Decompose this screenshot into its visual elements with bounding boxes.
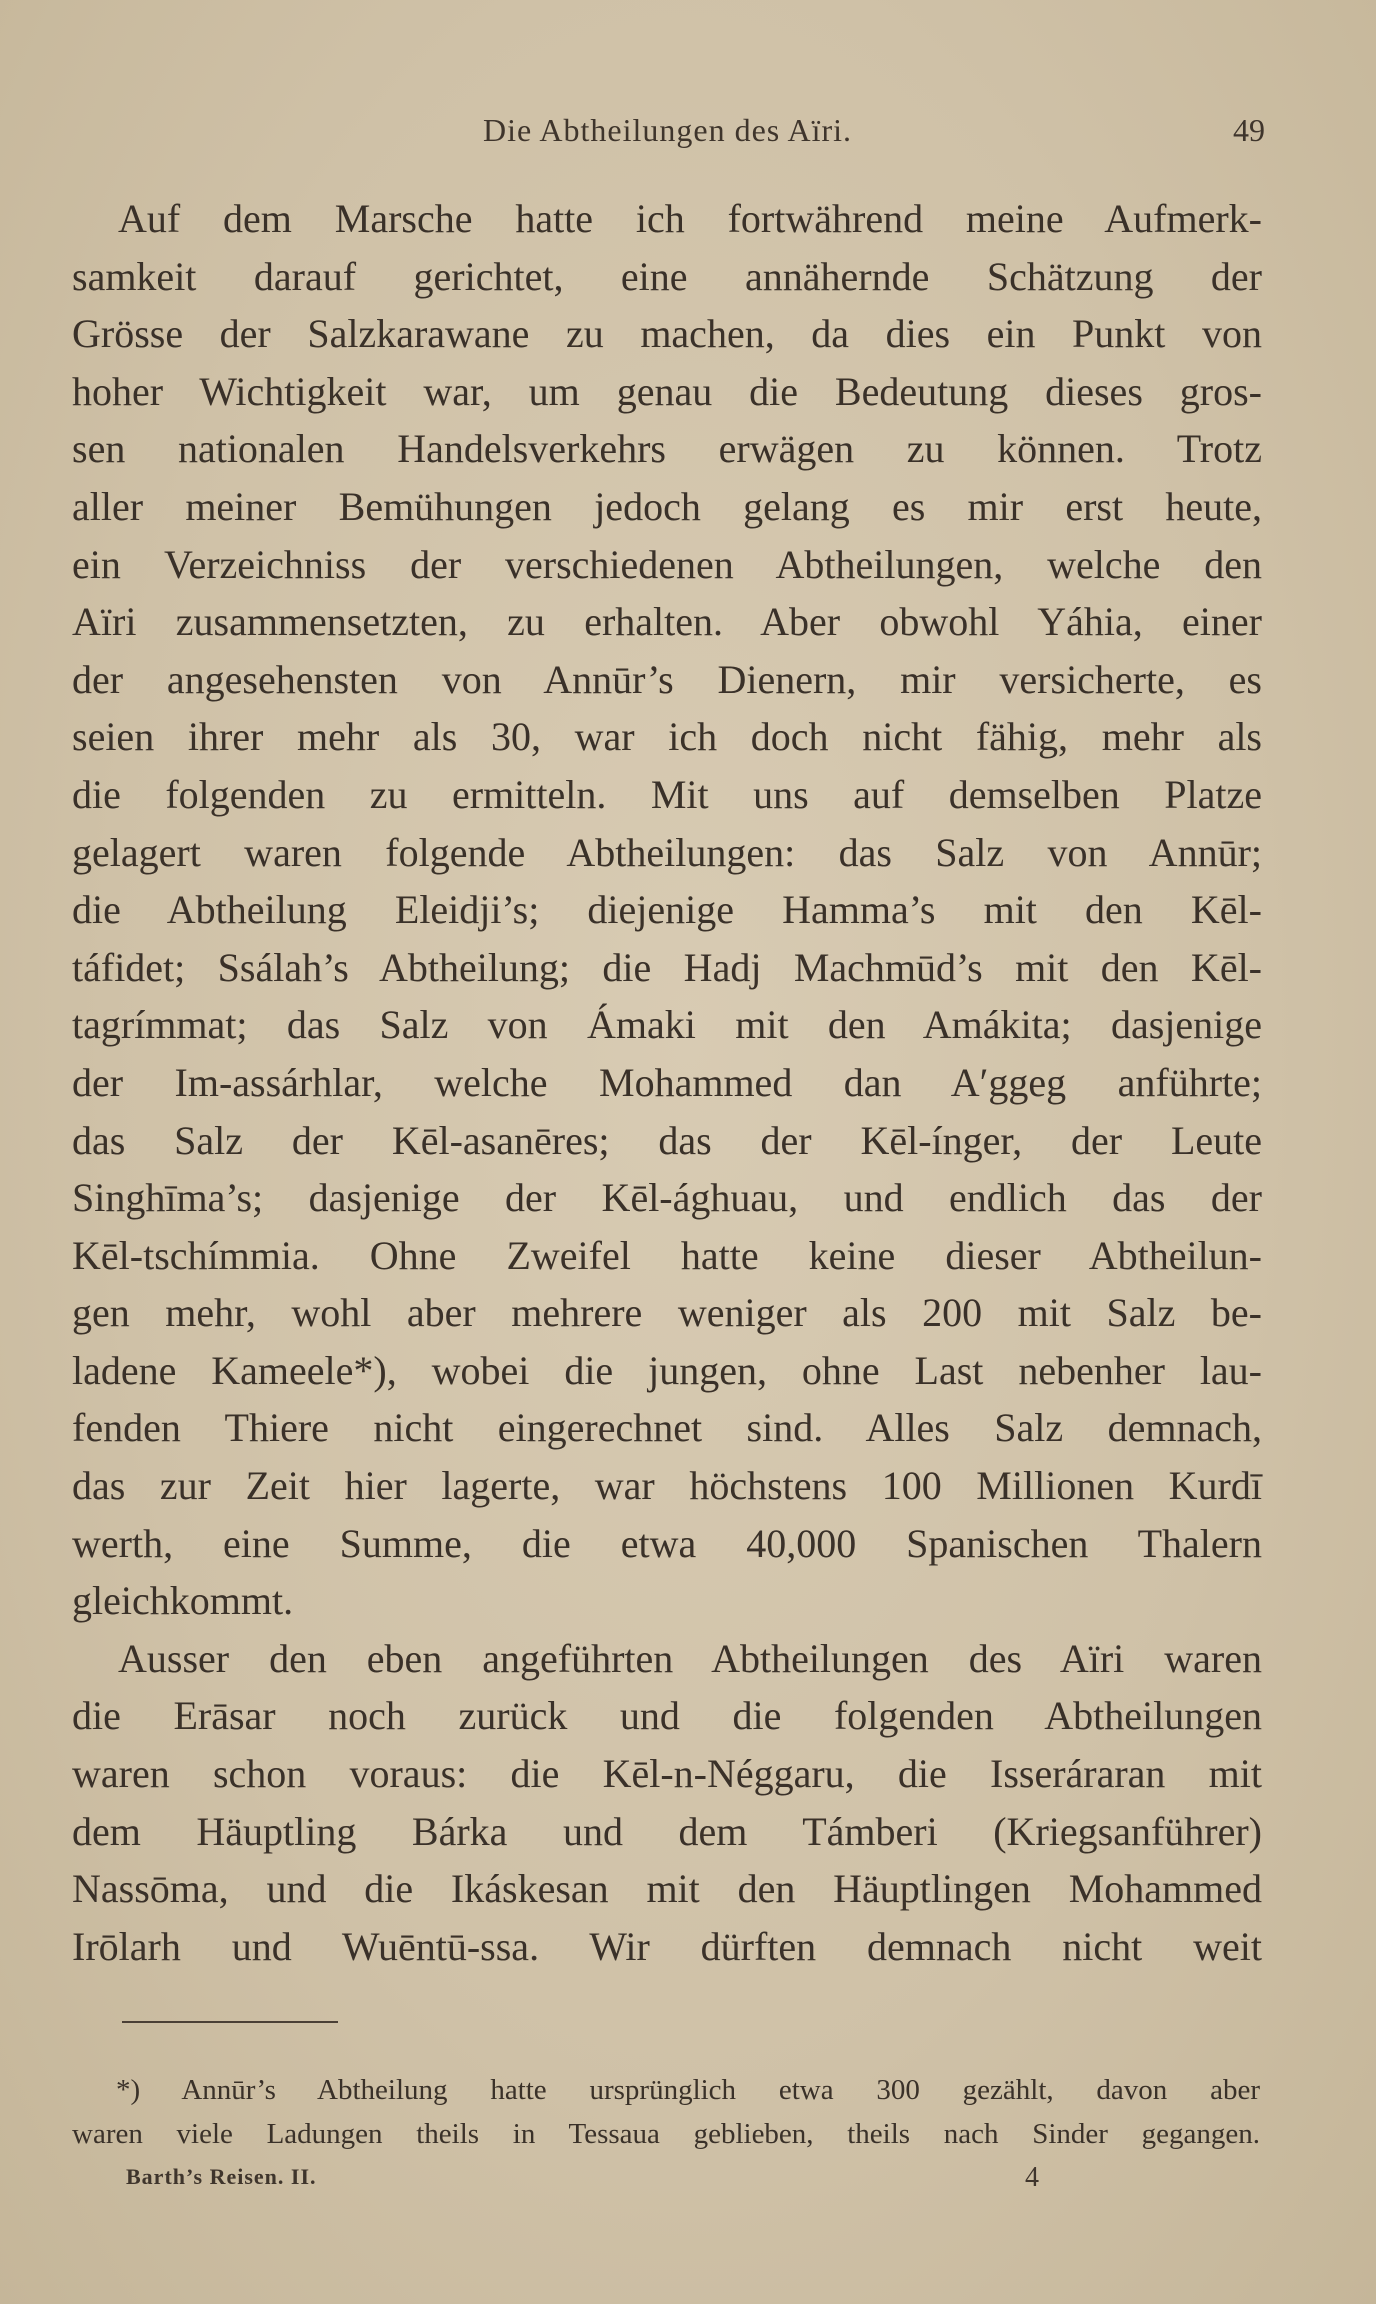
running-title: Die Abtheilungen des Aïri. — [482, 112, 853, 148]
text-line: tagrímmat; das Salz von Ámaki mit den Amákita; dasjenige — [72, 1002, 1262, 1048]
page-number: 49 — [1233, 112, 1265, 148]
text-line: das zur Zeit hier lagerte, war höchstens 100 Millionen Kurdī — [72, 1463, 1262, 1509]
text-line: waren schon voraus: die Kēl-n-Néggaru, die Isseráraran mit — [72, 1751, 1262, 1797]
page-header — [70, 112, 1265, 158]
text-line: sen nationalen Handelsverkehrs erwägen zu können. Trotz — [72, 426, 1262, 472]
text-line: der angesehensten von Annūr’s Dienern, mir versicherte, es — [72, 656, 1262, 702]
body-text — [72, 190, 1262, 1975]
text-line: fenden Thiere nicht eingerechnet sind. Alles Salz demnach, — [72, 1405, 1262, 1451]
footnote-divider — [122, 2021, 338, 2023]
text-line: Ausser den eben angeführten Abtheilungen des Aïri waren — [118, 1635, 1262, 1681]
text-line: seien ihrer mehr als 30, war ich doch nicht fähig, mehr als — [72, 714, 1262, 760]
text-line: gen mehr, wohl aber mehrere weniger als 200 mit Salz be- — [72, 1290, 1262, 1336]
text-line: Aïri zusammensetzten, zu erhalten. Aber obwohl Yáhia, einer — [72, 599, 1262, 645]
text-line: gelagert waren folgende Abtheilungen: das Salz von Annūr; — [72, 829, 1262, 875]
text-line: táfidet; Ssálah’s Abtheilung; die Hadj Machmūd’s mit den Kēl- — [72, 944, 1262, 990]
footnote-line: waren viele Ladungen theils in Tessaua geblieben, theils nach Sinder gegangen. — [72, 2118, 1260, 2150]
text-line: der Im-assárhlar, welche Mohammed dan A′ggeg anführte; — [72, 1059, 1262, 1105]
text-line: werth, eine Summe, die etwa 40,000 Spanischen Thalern — [72, 1520, 1262, 1566]
text-line: hoher Wichtigkeit war, um genau die Bedeutung dieses gros- — [72, 368, 1262, 414]
text-line: Kēl-tschímmia. Ohne Zweifel hatte keine dieser Abtheilun- — [72, 1232, 1262, 1278]
text-line: dem Häuptling Bárka und dem Támberi (Kriegsanführer) — [72, 1808, 1262, 1854]
text-line: die folgenden zu ermitteln. Mit uns auf demselben Platze — [72, 771, 1262, 817]
text-line: ladene Kameele*), wobei die jungen, ohne Last nebenher lau- — [72, 1347, 1262, 1393]
text-line: aller meiner Bemühungen jedoch gelang es mir erst heute, — [72, 483, 1262, 529]
text-line: Auf dem Marsche hatte ich fortwährend meine Aufmerk- — [118, 196, 1262, 241]
text-line: Singhīma’s; dasjenige der Kēl-ághuau, und endlich das der — [72, 1175, 1262, 1221]
text-line: samkeit darauf gerichtet, eine annähernde Schätzung der — [72, 253, 1262, 299]
printer-signature: Barth’s Reisen. II. — [126, 2164, 317, 2189]
text-line: Nassōma, und die Ikáskesan mit den Häuptlingen Mohammed — [72, 1866, 1262, 1912]
text-line: das Salz der Kēl-asanēres; das der Kēl-ínger, der Leute — [72, 1117, 1262, 1163]
text-line: die Abtheilung Eleidji’s; diejenige Hamma’s mit den Kēl- — [72, 887, 1262, 933]
text-line: ein Verzeichniss der verschiedenen Abtheilungen, welche den — [72, 541, 1262, 587]
text-line: Grösse der Salzkarawane zu machen, da dies ein Punkt von — [72, 311, 1262, 357]
footnote — [72, 2068, 1260, 2156]
text-line: die Erāsar noch zurück und die folgenden Abtheilungen — [72, 1693, 1262, 1739]
sheet-number: 4 — [1025, 2162, 1039, 2193]
text-line: gleichkommt. — [72, 1578, 294, 1624]
footnote-line: *) Annūr’s Abtheilung hatte ursprünglich etwa 300 gezählt, davon aber — [116, 2074, 1260, 2106]
text-line: Irōlarh und Wuēntū-ssa. Wir dürften demnach nicht weit — [72, 1923, 1262, 1969]
